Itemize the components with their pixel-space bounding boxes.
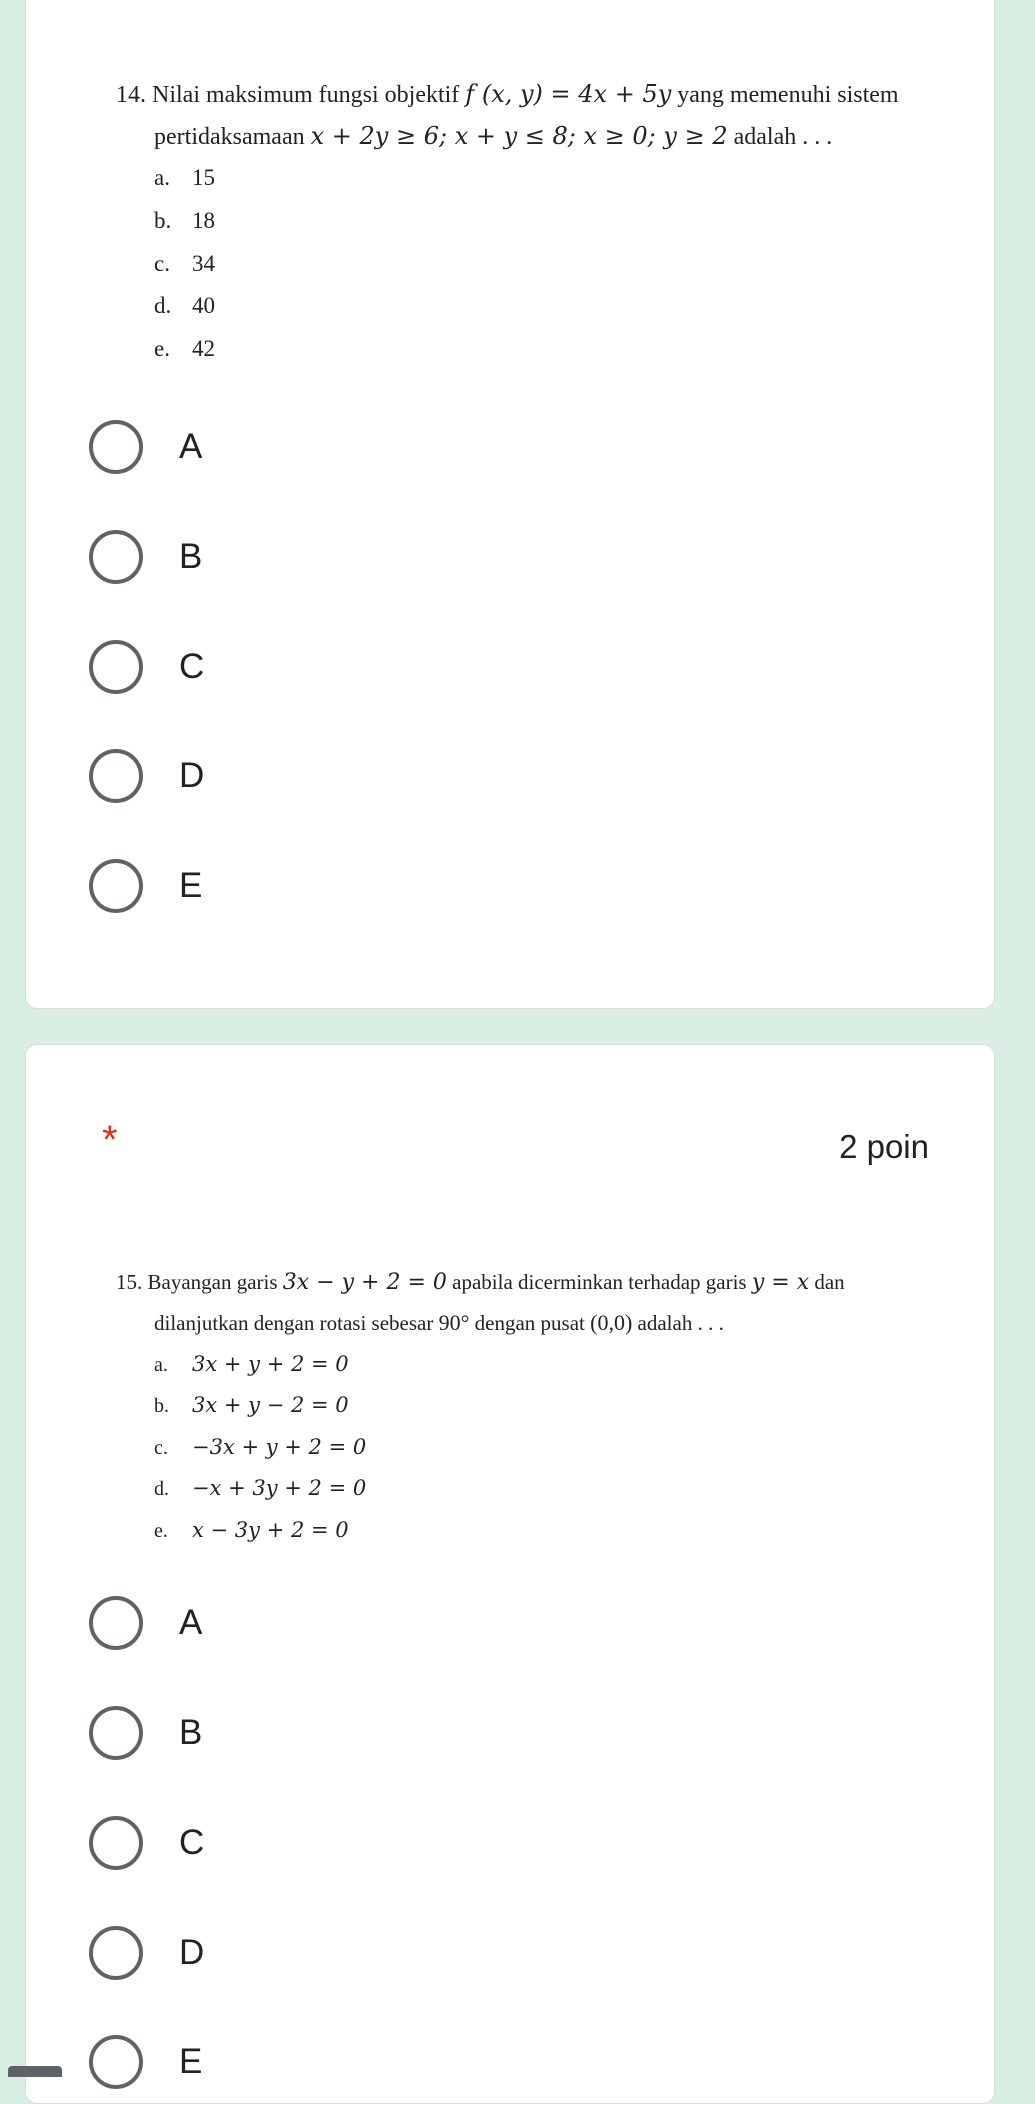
- q15-choice-c[interactable]: [89, 1813, 589, 1873]
- option-key: e.: [154, 336, 170, 361]
- question-15-line-2-mid: dengan pusat: [469, 1311, 591, 1335]
- question-15-line-1-mid: apabila dicerminkan terhadap garis: [446, 1270, 752, 1294]
- option-text: 3x + y − 2 = 0: [192, 1393, 349, 1417]
- choice-label: B: [179, 1713, 203, 1752]
- points-label: 2 poin: [839, 1128, 929, 1165]
- radio-button[interactable]: [89, 859, 143, 913]
- radio-button[interactable]: [89, 1706, 143, 1760]
- question-15-line-1: [116, 1270, 845, 1295]
- choice-label: D: [179, 756, 205, 795]
- option-text: 42: [192, 336, 215, 361]
- choice-label: C: [179, 647, 205, 686]
- option-key: b.: [154, 1395, 169, 1417]
- question-14-line-1-suffix: yang memenuhi sistem: [671, 82, 899, 108]
- question-14-line-1: [116, 80, 899, 109]
- q14-choice-a[interactable]: [89, 417, 589, 477]
- question-15-option-d: [154, 1476, 366, 1501]
- question-15-line-2-prefix: dilanjutkan dengan rotasi sebesar: [154, 1311, 439, 1335]
- question-15-option-a: [154, 1352, 349, 1377]
- option-text: 15: [192, 165, 215, 190]
- question-14-line-2: [154, 122, 832, 151]
- q15-choice-a[interactable]: [89, 1593, 589, 1653]
- question-14-objective-function: f (x, y) = 4x + 5y: [465, 80, 672, 108]
- radio-button[interactable]: [89, 1926, 143, 1980]
- option-text: −x + 3y + 2 = 0: [192, 1476, 367, 1500]
- question-15-option-c: [154, 1435, 366, 1460]
- question-15-line-equation: 3x − y + 2 = 0: [282, 1270, 447, 1295]
- q15-choice-b[interactable]: [89, 1703, 589, 1763]
- bottom-edge-tab: [8, 2066, 62, 2077]
- question-15-line-2-suffix: adalah . . .: [632, 1311, 724, 1335]
- option-key: a.: [154, 1354, 168, 1376]
- q15-choice-d[interactable]: [89, 1923, 589, 1983]
- option-key: e.: [154, 1520, 168, 1542]
- question-14-option-a: [154, 165, 215, 191]
- question-14-constraints: x + 2y ≥ 6; x + y ≤ 8; x ≥ 0; y ≥ 2: [310, 122, 728, 150]
- question-15-line-1-prefix: 15. Bayangan garis: [116, 1270, 283, 1294]
- choice-label: E: [179, 2042, 203, 2081]
- choice-label: A: [179, 427, 203, 466]
- option-text: x − 3y + 2 = 0: [192, 1518, 349, 1542]
- option-key: d.: [154, 293, 172, 318]
- radio-button[interactable]: [89, 1596, 143, 1650]
- choice-label: D: [179, 1933, 205, 1972]
- question-14-line-2-prefix: pertidaksamaan: [154, 124, 311, 150]
- question-14-line-1-prefix: 14. Nilai maksimum fungsi objektif: [116, 82, 466, 108]
- required-marker: *: [102, 1118, 118, 1162]
- question-15-mirror-line: y = x: [751, 1270, 810, 1295]
- choice-label: B: [179, 537, 203, 576]
- option-key: c.: [154, 251, 170, 276]
- radio-button[interactable]: [89, 1816, 143, 1870]
- radio-button[interactable]: [89, 530, 143, 584]
- radio-button[interactable]: [89, 640, 143, 694]
- q14-choice-c[interactable]: [89, 637, 589, 697]
- radio-button[interactable]: [89, 2035, 143, 2089]
- question-15-rotation-center: (0,0): [590, 1310, 633, 1335]
- option-key: b.: [154, 208, 172, 233]
- option-text: 3x + y + 2 = 0: [192, 1352, 349, 1376]
- question-15-line-2: [154, 1310, 724, 1336]
- choice-label: A: [179, 1603, 203, 1642]
- question-15-rotation-angle: 90°: [438, 1310, 470, 1335]
- option-text: −3x + y + 2 = 0: [192, 1435, 367, 1459]
- option-text: 34: [192, 251, 215, 276]
- option-text: 18: [192, 208, 215, 233]
- option-key: a.: [154, 165, 170, 190]
- choice-label: C: [179, 1823, 205, 1862]
- question-15-option-b: [154, 1393, 349, 1418]
- question-15-line-1-suffix: dan: [809, 1270, 845, 1294]
- q14-choice-d[interactable]: [89, 746, 589, 806]
- option-key: d.: [154, 1478, 169, 1500]
- q14-choice-b[interactable]: [89, 527, 589, 587]
- question-14-option-b: [154, 208, 215, 234]
- question-14-option-d: [154, 293, 215, 319]
- option-text: 40: [192, 293, 215, 318]
- choice-label: E: [179, 866, 203, 905]
- radio-button[interactable]: [89, 420, 143, 474]
- question-15-option-e: [154, 1518, 349, 1543]
- option-key: c.: [154, 1437, 168, 1459]
- question-14-option-e: [154, 336, 215, 362]
- q15-choice-e[interactable]: [89, 2032, 589, 2092]
- q14-choice-e[interactable]: [89, 856, 589, 916]
- question-14-option-c: [154, 251, 215, 277]
- radio-button[interactable]: [89, 749, 143, 803]
- question-14-line-2-suffix: adalah . . .: [727, 124, 833, 150]
